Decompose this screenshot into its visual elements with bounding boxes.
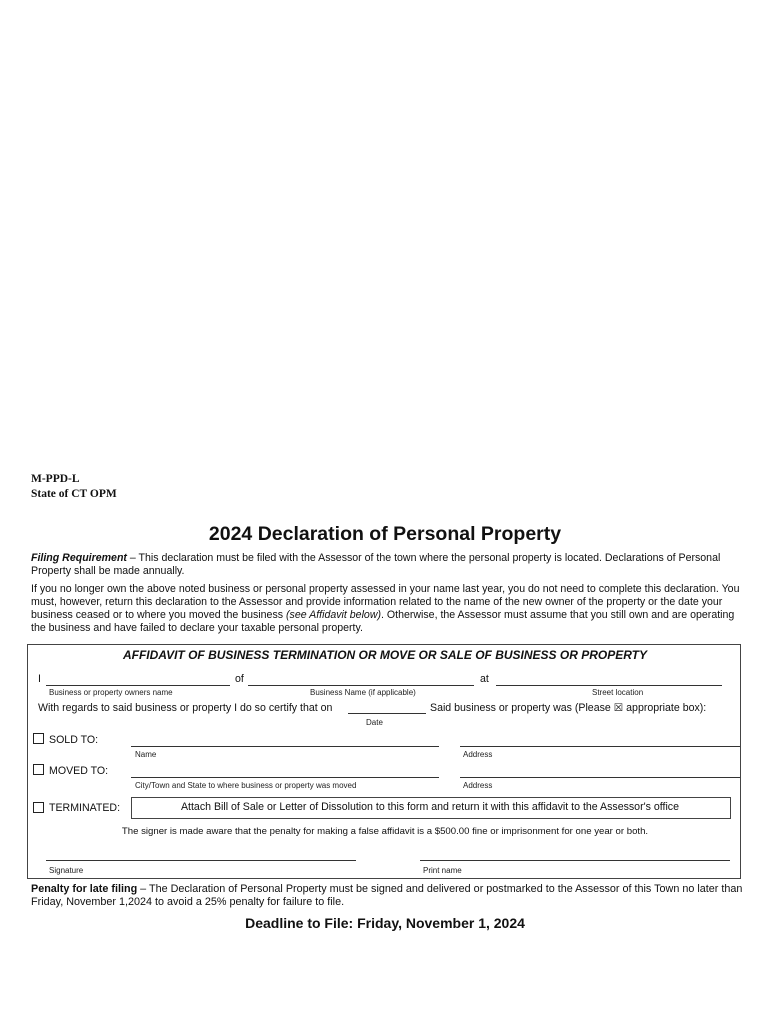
business-caption: Business Name (if applicable) xyxy=(310,688,416,697)
signature-caption: Signature xyxy=(49,866,84,875)
i-label: I xyxy=(38,673,41,685)
of-label: of xyxy=(235,673,244,685)
street-caption: Street location xyxy=(592,688,644,697)
moved-city-field[interactable] xyxy=(131,777,439,778)
late-filing-penalty xyxy=(31,883,743,909)
notice-text-b: . Otherwise, the Assessor must assume that you still own and are operating the business and have failed to declare your taxable personal property. xyxy=(31,609,735,634)
late-filing-text: – The Declaration of Personal Property must be signed and delivered or postmarked to the Assessor of this Town no later than Friday, November 1,2024 to avoid a 25% penalty for failure to file. xyxy=(31,883,743,908)
moved-address-field[interactable] xyxy=(460,777,740,778)
date-caption: Date xyxy=(366,718,383,727)
ownership-notice xyxy=(31,583,743,635)
signature-field[interactable] xyxy=(46,860,356,861)
certify-text: With regards to said business or property I do so certify that on xyxy=(38,702,333,714)
street-location-field[interactable] xyxy=(496,685,722,686)
false-affidavit-warning: The signer is made aware that the penalty for making a false affidavit is a $500.00 fine or imprisonment for one year or both. xyxy=(121,826,649,837)
late-filing-label: Penalty for late filing xyxy=(31,883,138,895)
deadline: Deadline to File: Friday, November 1, 2024 xyxy=(245,915,525,931)
buyer-name-field[interactable] xyxy=(131,746,439,747)
filing-requirement-label: Filing Requirement xyxy=(31,552,127,564)
affidavit-box xyxy=(27,644,741,879)
form-code: M-PPD-L xyxy=(31,473,80,485)
owner-name-field[interactable] xyxy=(46,685,230,686)
moved-checkbox[interactable] xyxy=(33,764,44,775)
sold-label: SOLD TO: xyxy=(49,734,99,746)
print-name-field[interactable] xyxy=(420,860,730,861)
notice-italic: (see Affidavit below) xyxy=(286,609,381,621)
city-caption: City/Town and State to where business or property was moved xyxy=(135,781,357,790)
terminated-label: TERMINATED: xyxy=(49,802,121,814)
address-caption-1: Address xyxy=(463,750,493,759)
notice-text-a: If you no longer own the above noted business or personal property assessed in your name last year, you do not need to complete this declaration. You must, however, return this declaration to the Assessor and provide information related to the name of the new owner of the property or the date your business ceased or to where you moved the business xyxy=(31,583,740,621)
attach-notice: Attach Bill of Sale or Letter of Dissolution to this form and return it with this affidavit to the Assessor's office xyxy=(180,801,679,813)
buyer-address-field[interactable] xyxy=(460,746,740,747)
status-text: Said business or property was (Please ☒ appropriate box): xyxy=(430,702,707,714)
owner-caption: Business or property owners name xyxy=(49,688,173,697)
date-field[interactable] xyxy=(348,713,426,714)
print-caption: Print name xyxy=(423,866,462,875)
page-title: 2024 Declaration of Personal Property xyxy=(208,523,562,545)
filing-requirement-text: – This declaration must be filed with the Assessor of the town where the personal property is located. Declarations of Personal Property shall be made annually. xyxy=(31,552,721,577)
name-caption: Name xyxy=(135,750,157,759)
at-label: at xyxy=(480,673,489,685)
affidavit-title: AFFIDAVIT OF BUSINESS TERMINATION OR MOVE OR SALE OF BUSINESS OR PROPERTY xyxy=(122,648,648,662)
filing-requirement xyxy=(31,552,743,578)
moved-label: MOVED TO: xyxy=(49,765,109,777)
form-header xyxy=(31,472,117,502)
terminated-checkbox[interactable] xyxy=(33,802,44,813)
agency-name: State of CT OPM xyxy=(31,488,117,500)
sold-checkbox[interactable] xyxy=(33,733,44,744)
business-name-field[interactable] xyxy=(248,685,474,686)
address-caption-2: Address xyxy=(463,781,493,790)
